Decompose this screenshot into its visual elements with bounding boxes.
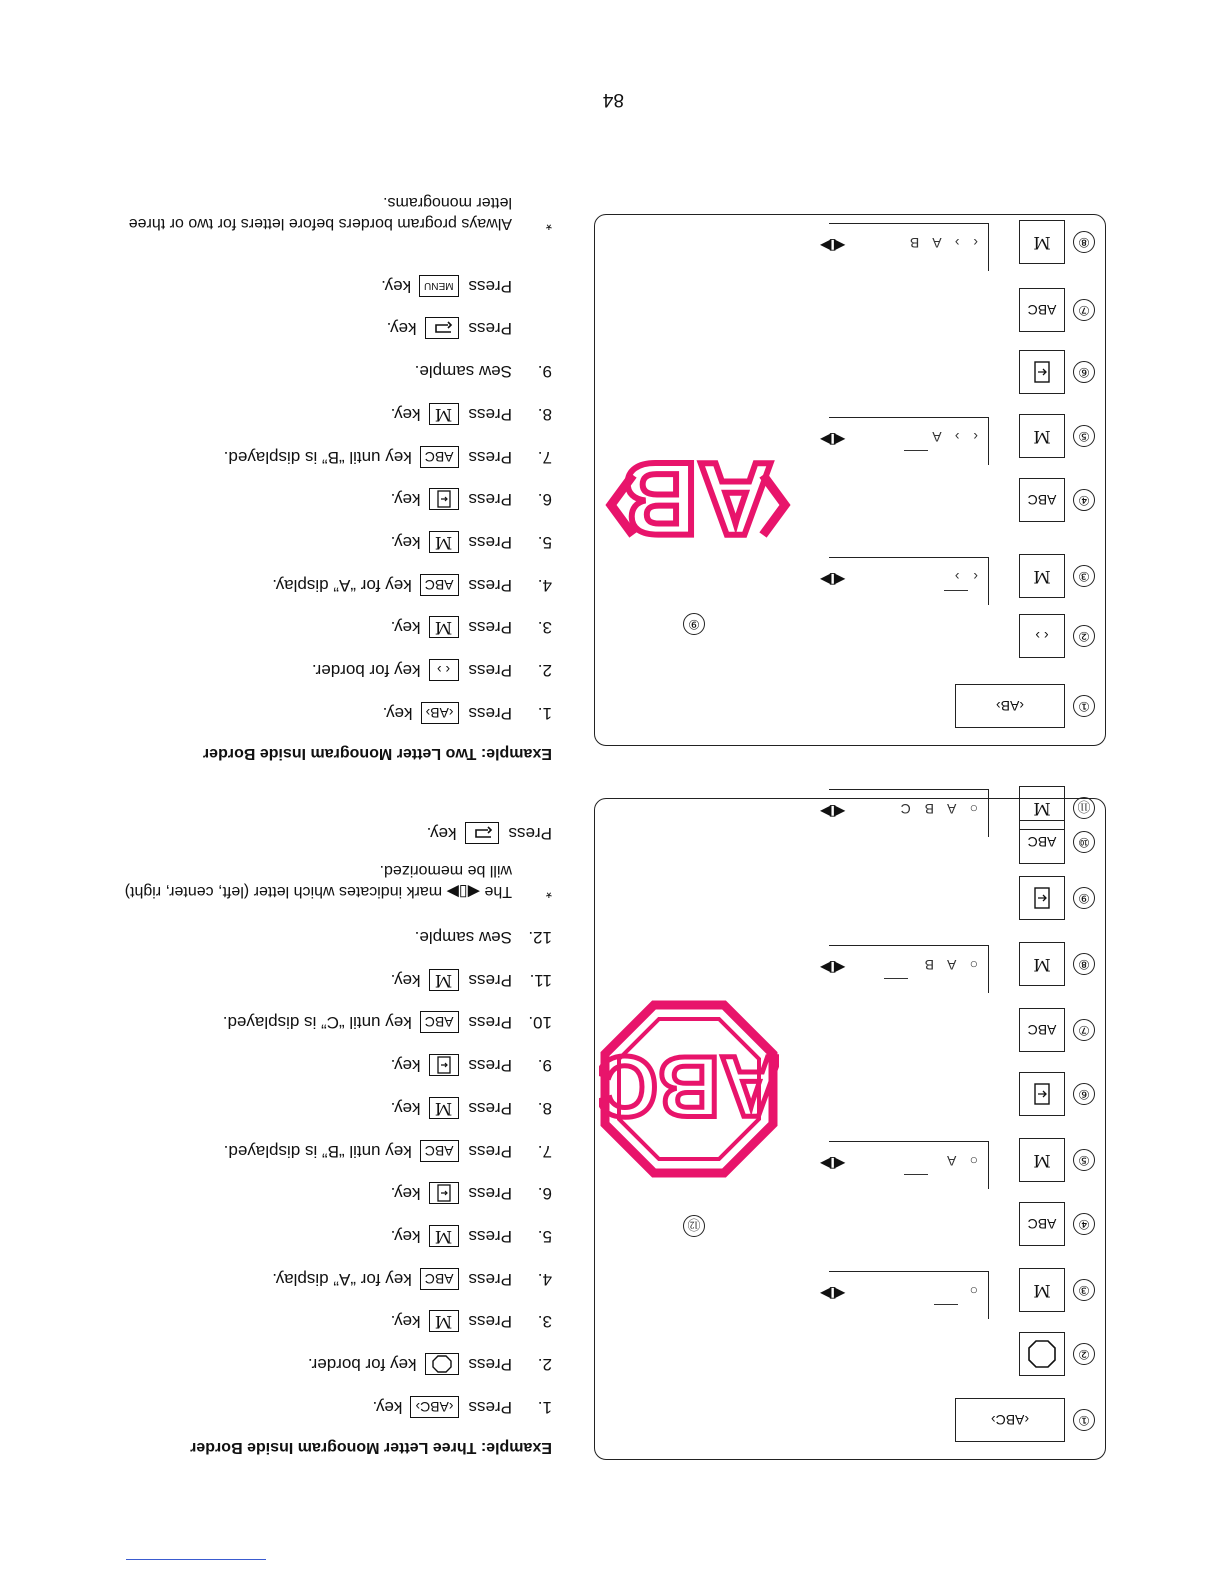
step-text: key.: [390, 1226, 421, 1246]
step-number: 10.: [528, 1013, 552, 1033]
panel-row: [593, 347, 1105, 397]
step-circle: ⑦: [1073, 299, 1095, 321]
two-letter-panel: [594, 214, 1106, 746]
page-arrow-icon[interactable]: [429, 1182, 459, 1204]
step-circle: ⑥: [1073, 361, 1095, 383]
step-press: Press: [468, 1312, 512, 1332]
step-row: [112, 916, 552, 959]
m-key[interactable]: M: [429, 1097, 459, 1119]
panel-row: [593, 939, 1105, 989]
page-arrow-icon[interactable]: [1019, 876, 1065, 920]
step-text: key.: [390, 618, 421, 638]
two-letter-steps: [112, 264, 552, 734]
lcd-text: ○ A B: [919, 957, 978, 973]
step-number: 9.: [537, 362, 552, 382]
step-number: 4.: [537, 1269, 552, 1289]
step-text: key.: [390, 1098, 421, 1118]
step-row: [112, 958, 552, 1001]
svg-text:ABC: ABC: [599, 1038, 779, 1134]
m-key[interactable]: M: [1019, 1268, 1065, 1312]
lcd-text: ‹ › A B: [904, 235, 978, 251]
step-row: [112, 1044, 552, 1087]
step-number: 8.: [537, 404, 552, 424]
abc-key[interactable]: ABC: [420, 574, 459, 596]
panel-row: [593, 217, 1105, 267]
step-row: [112, 521, 552, 564]
step-row: [112, 606, 552, 649]
step-row: [112, 1129, 552, 1172]
step-number: 6.: [537, 490, 552, 510]
position-mark-icon: ◀▯▶: [823, 959, 846, 976]
m-key[interactable]: M: [429, 1225, 459, 1247]
octagon-border-icon[interactable]: [425, 1353, 459, 1375]
position-mark-icon: ◀▯▶: [823, 803, 846, 820]
step-row: [112, 691, 552, 734]
panel-row: [593, 783, 1105, 833]
step-text: key.: [386, 319, 417, 339]
lcd-text: ○: [964, 1283, 978, 1299]
step-circle: ⑧: [1073, 231, 1095, 253]
step-number: 5.: [537, 1226, 552, 1246]
step-row: [112, 307, 552, 350]
step-text: key until “C” is displayed.: [222, 1013, 412, 1033]
panel-row: [593, 1199, 1105, 1249]
abc-key[interactable]: ABC: [1019, 288, 1065, 332]
key-button[interactable]: ‹ABC›: [410, 1396, 458, 1418]
m-key[interactable]: M: [1019, 554, 1065, 598]
step-circle: ⑨: [1073, 887, 1095, 909]
three-letter-title: Example: Three Letter Monogram Inside Border: [190, 1439, 552, 1456]
step-press: Press: [468, 404, 512, 424]
step-number: 12.: [528, 928, 552, 948]
step-number: 9.: [537, 1056, 552, 1076]
m-key[interactable]: M: [429, 1310, 459, 1332]
lcd-display: [823, 557, 989, 605]
m-key[interactable]: M: [429, 403, 459, 425]
step-text: Sew sample.: [414, 928, 512, 948]
step-row: [112, 1257, 552, 1300]
monogram-sample: [603, 430, 793, 575]
step-row: [112, 649, 552, 692]
three-letter-final-press: Press key.: [426, 823, 552, 843]
step-text: key.: [382, 703, 413, 723]
abc-key[interactable]: ABC: [1019, 820, 1065, 864]
note-text: The ◀▯▶ mark indicates which letter (left, center, right) will be memorized.: [124, 862, 512, 900]
step-press: Press: [468, 1056, 512, 1076]
step-circle: ④: [1073, 1213, 1095, 1235]
step-circle: ③: [1073, 1279, 1095, 1301]
step-number: 5.: [537, 532, 552, 552]
abc-border-key[interactable]: ‹ABC›: [955, 1398, 1065, 1442]
lcd-text: ‹ › A: [927, 429, 978, 445]
m-key[interactable]: M: [1019, 1138, 1065, 1182]
step-press: Press: [468, 1184, 512, 1204]
abc-key[interactable]: ABC: [420, 1140, 459, 1162]
step-text: key.: [390, 532, 421, 552]
step-circle: ⑦: [1073, 1019, 1095, 1041]
lcd-text: ‹ ›: [949, 569, 978, 585]
step-press: Press: [468, 319, 512, 339]
position-mark-icon: ◀▯▶: [823, 571, 846, 588]
three-letter-note: [112, 860, 552, 902]
m-key[interactable]: M: [1019, 786, 1065, 830]
m-key[interactable]: M: [1019, 220, 1065, 264]
step-row: [112, 563, 552, 606]
step-number: 8.: [537, 1098, 552, 1118]
step-row: [112, 393, 552, 436]
m-key[interactable]: M: [429, 616, 459, 638]
step-text: key.: [390, 490, 421, 510]
position-mark-icon: ◀▯▶: [823, 1155, 846, 1172]
step-row: [112, 478, 552, 521]
step-row: [112, 435, 552, 478]
step-circle: ①: [1073, 1409, 1095, 1431]
step-circle: ①: [1073, 695, 1095, 717]
abc-key[interactable]: ABC: [420, 1268, 459, 1290]
step-text: key.: [390, 1056, 421, 1076]
figure-circle: ⑨: [683, 613, 705, 635]
step-press: Press: [468, 575, 512, 595]
step-text: key until “B” is displayed.: [223, 447, 412, 467]
step-row: [112, 264, 552, 307]
lcd-display: [823, 1271, 989, 1319]
return-arrow-icon[interactable]: [425, 317, 459, 339]
step-row: [112, 350, 552, 393]
figure-circle: ⑫: [683, 1215, 705, 1237]
step-circle: ②: [1073, 625, 1095, 647]
step-press: Press: [468, 1226, 512, 1246]
page-arrow-icon[interactable]: [1019, 1072, 1065, 1116]
lcd-cursor: [944, 590, 968, 591]
step-press: Press: [468, 1098, 512, 1118]
lcd-cursor: [904, 1174, 928, 1175]
key-button[interactable]: ‹ ›: [429, 659, 459, 681]
three-letter-panel: [594, 798, 1106, 1460]
step-press: Press: [468, 447, 512, 467]
two-letter-note: [112, 192, 552, 234]
m-key[interactable]: M: [429, 531, 459, 553]
step-number: 1.: [537, 703, 552, 723]
border-key[interactable]: ‹ ›: [1019, 614, 1065, 658]
step-press: Press: [468, 1013, 512, 1033]
abc-key[interactable]: ABC: [420, 1011, 459, 1033]
lcd-display: [823, 945, 989, 993]
step-number: 2.: [537, 1354, 552, 1374]
abc-key[interactable]: ABC: [1019, 1202, 1065, 1246]
step-row: [112, 1385, 552, 1428]
step-row: [112, 1343, 552, 1386]
panel-row: [593, 1329, 1105, 1379]
step-row: [112, 1215, 552, 1258]
lcd-display: [823, 789, 989, 837]
step-text: key.: [381, 276, 412, 296]
return-arrow-icon[interactable]: [465, 822, 499, 844]
position-mark-icon: ◀▯▶: [823, 1285, 846, 1302]
position-mark-icon: ◀▯▶: [823, 431, 846, 448]
page-arrow-icon[interactable]: [429, 1054, 459, 1076]
step-text: key until “B” is displayed.: [223, 1141, 412, 1161]
step-circle: ③: [1073, 565, 1095, 587]
panel-row: [593, 285, 1105, 335]
ab-border-key[interactable]: ‹AB›: [955, 684, 1065, 728]
step-press: Press: [468, 660, 512, 680]
m-key[interactable]: M: [429, 969, 459, 991]
step-row: [112, 1001, 552, 1044]
abc-key[interactable]: ABC: [1019, 478, 1065, 522]
step-press: Press: [468, 532, 512, 552]
step-circle: ⑤: [1073, 425, 1095, 447]
step-press: Press: [468, 618, 512, 638]
panel-row: [593, 1265, 1105, 1315]
step-circle: ④: [1073, 489, 1095, 511]
abc-key[interactable]: ABC: [1019, 1008, 1065, 1052]
lcd-cursor: [904, 450, 928, 451]
step-press: Press: [468, 490, 512, 510]
step-circle: ⑩: [1073, 831, 1095, 853]
step-press: Press: [468, 1354, 512, 1374]
step-circle: ⑪: [1073, 797, 1095, 819]
step-press: Press: [468, 1269, 512, 1289]
step-press: Press: [468, 1141, 512, 1161]
lcd-text: ○ A B C: [895, 801, 978, 817]
step-number: 4.: [537, 575, 552, 595]
three-letter-steps: [112, 916, 552, 1428]
lcd-cursor: [934, 1304, 958, 1305]
step-number: 1.: [537, 1397, 552, 1417]
step-text: key.: [390, 1312, 421, 1332]
note-text: Always program borders before letters for two or three letter monograms.: [128, 194, 512, 232]
step-text: key.: [390, 404, 421, 424]
step-text: key.: [390, 970, 421, 990]
footer-rule: [126, 1559, 266, 1560]
step-text: key for “A” display.: [272, 1269, 412, 1289]
lcd-cursor: [884, 978, 908, 979]
lcd-display: [823, 1141, 989, 1189]
lcd-text: ○ A: [942, 1153, 978, 1169]
page-number: 84: [602, 89, 624, 110]
step-text: key.: [390, 1184, 421, 1204]
step-number: 2.: [537, 660, 552, 680]
step-press: Press: [468, 970, 512, 990]
svg-text:AB: AB: [622, 440, 774, 556]
note-star: *: [545, 883, 552, 900]
step-number: 11.: [529, 970, 552, 990]
position-mark-icon: ◀▯▶: [823, 237, 846, 254]
step-text: Sew sample.: [414, 362, 512, 382]
page-arrow-icon[interactable]: [429, 488, 459, 510]
step-circle: ⑤: [1073, 1149, 1095, 1171]
step-circle: ②: [1073, 1343, 1095, 1365]
m-key[interactable]: M: [1019, 942, 1065, 986]
step-number: 3.: [537, 1312, 552, 1332]
page-arrow-icon[interactable]: [1019, 350, 1065, 394]
m-key[interactable]: M: [1019, 414, 1065, 458]
panel-row: [593, 873, 1105, 923]
octagon-border-icon[interactable]: [1019, 1332, 1065, 1376]
step-text: key for border.: [307, 1354, 417, 1374]
lcd-display: [823, 417, 989, 465]
step-row: [112, 1087, 552, 1130]
step-press: Press: [468, 1397, 512, 1417]
panel-row: [593, 1395, 1105, 1445]
step-text: key for border.: [311, 660, 421, 680]
key-button[interactable]: ‹AB›: [421, 702, 459, 724]
step-number: 3.: [537, 618, 552, 638]
lcd-display: [823, 223, 989, 271]
step-row: [112, 1172, 552, 1215]
two-letter-title: Example: Two Letter Monogram Inside Border: [202, 745, 552, 762]
menu-key[interactable]: MENU: [419, 275, 458, 297]
step-number: 7.: [537, 1141, 552, 1161]
step-text: key.: [372, 1397, 403, 1417]
step-press: Press: [468, 703, 512, 723]
step-circle: ⑥: [1073, 1083, 1095, 1105]
step-row: [112, 1300, 552, 1343]
step-circle: ⑧: [1073, 953, 1095, 975]
step-number: 7.: [537, 447, 552, 467]
panel-row: [593, 681, 1105, 731]
step-text: key for “A” display.: [272, 575, 412, 595]
step-press: Press: [468, 276, 512, 296]
monogram-sample: [599, 994, 779, 1179]
step-number: 6.: [537, 1184, 552, 1204]
abc-key[interactable]: ABC: [420, 446, 459, 468]
panel-row: [593, 611, 1105, 661]
note-star: *: [545, 215, 552, 232]
